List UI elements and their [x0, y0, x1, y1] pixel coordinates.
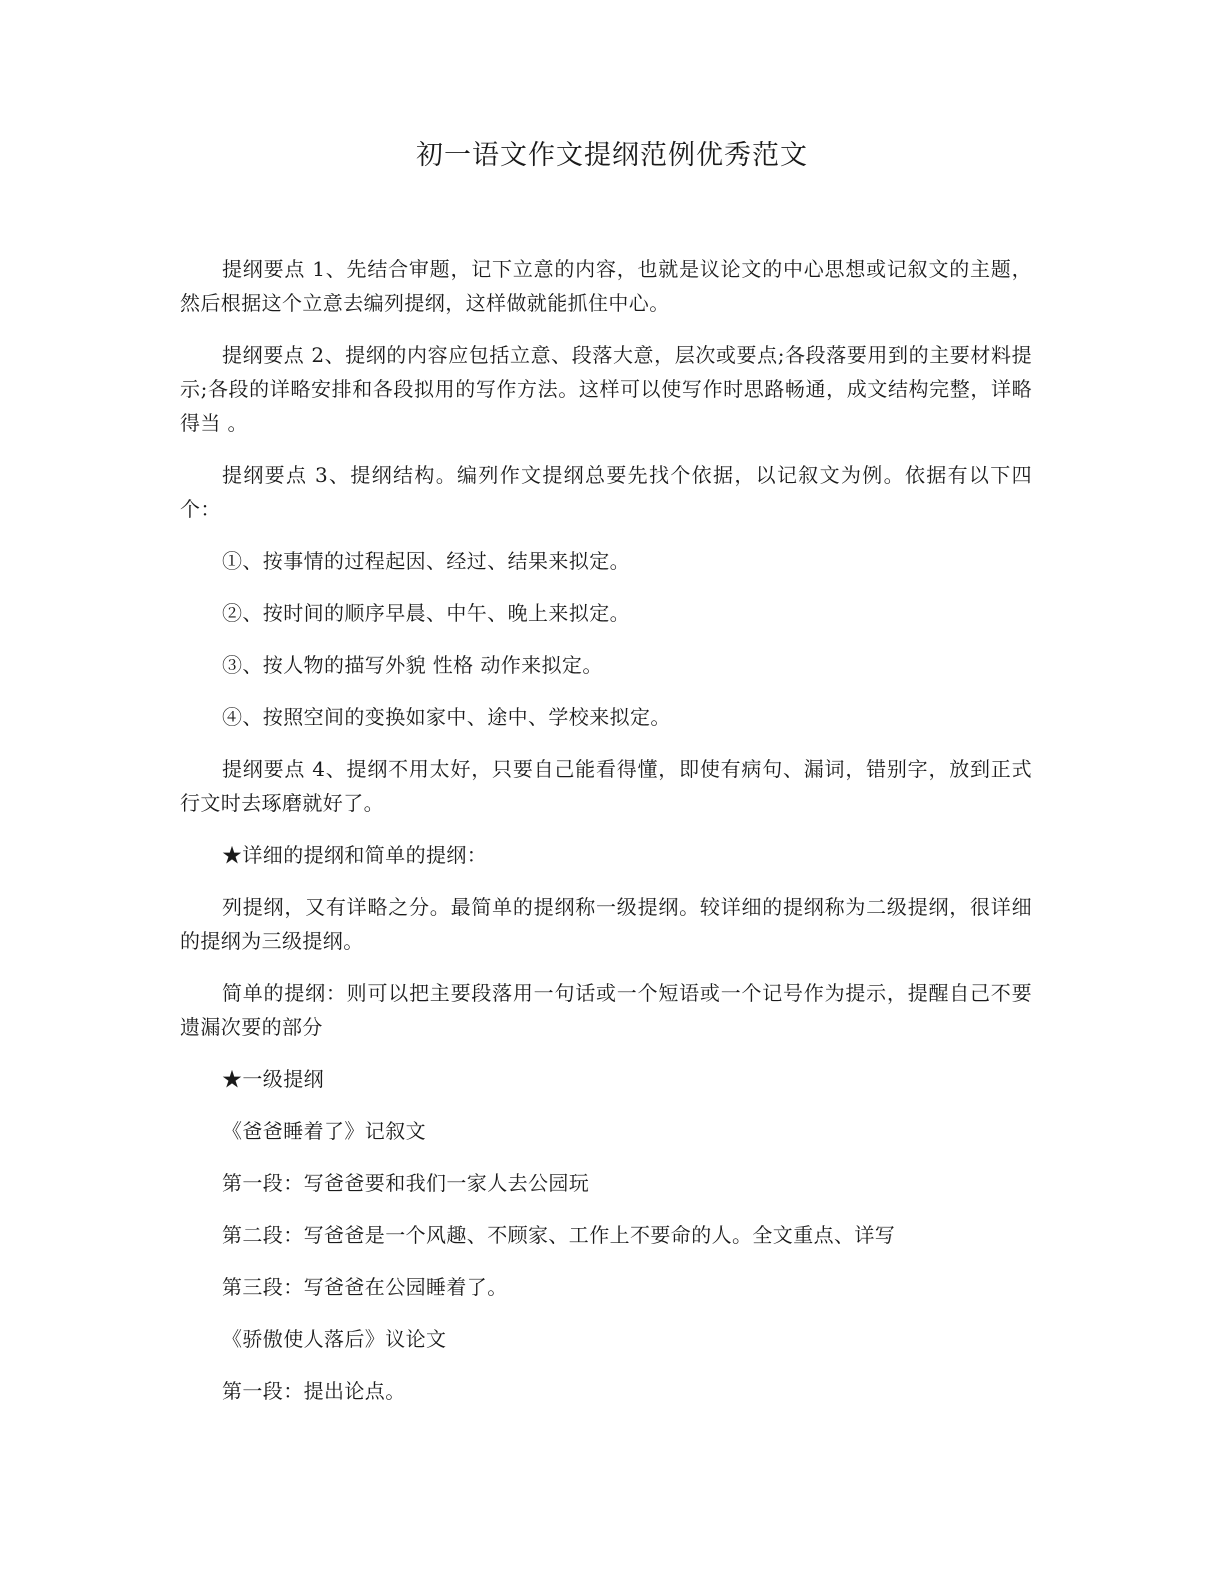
example-section-3: 第三段：写爸爸在公园睡着了。 — [222, 1275, 508, 1299]
paragraph-outline-point-1: 提纲要点 1、先结合审题，记下立意的内容，也就是议论文的中心思想或记叙文的主题，然后根据这个立意去编列提纲，这样做就能抓住中心。 — [180, 257, 1032, 315]
document-title: 初一语文作文提纲范例优秀范文 — [416, 140, 808, 171]
example-pride-section-1: 第一段：提出论点。 — [222, 1379, 406, 1403]
section-heading-detailed-simple: ★详细的提纲和简单的提纲： — [222, 843, 488, 867]
paragraph-simple-outline: 简单的提纲：则可以把主要段落用一句话或一个短语或一个记号作为提示，提醒自己不要遗漏次要的部分 — [180, 981, 1032, 1039]
paragraph-outline-point-4: 提纲要点 4、提纲不用太好，只要自己能看得懂，即使有病句、漏词，错别字，放到正式行文时去琢磨就好了。 — [180, 757, 1032, 815]
example-section-2: 第二段：写爸爸是一个风趣、不顾家、工作上不要命的人。全文重点、详写 — [222, 1223, 896, 1247]
document-body — [180, 252, 1032, 1426]
list-item-basis-3: ③、按人物的描写外貌 性格 动作来拟定。 — [222, 653, 603, 677]
list-item-basis-4: ④、按照空间的变换如家中、途中、学校来拟定。 — [222, 705, 671, 729]
paragraph-outline-levels: 列提纲，又有详略之分。最简单的提纲称一级提纲。较详细的提纲称为二级提纲，很详细的提纲为三级提纲。 — [180, 895, 1032, 953]
list-item-basis-2: ②、按时间的顺序早晨、中午、晚上来拟定。 — [222, 601, 630, 625]
example-section-1: 第一段：写爸爸要和我们一家人去公园玩 — [222, 1171, 590, 1195]
paragraph-outline-point-2: 提纲要点 2、提纲的内容应包括立意、段落大意，层次或要点;各段落要用到的主要材料提示;各段的详略安排和各段拟用的写作方法。这样可以使写作时思路畅通，成文结构完整，详略得当 。 — [180, 343, 1032, 435]
example-title-dad-asleep: 《爸爸睡着了》记叙文 — [222, 1119, 426, 1143]
section-heading-level-one: ★一级提纲 — [222, 1067, 324, 1091]
example-title-pride: 《骄傲使人落后》议论文 — [222, 1327, 447, 1351]
list-item-basis-1: ①、按事情的过程起因、经过、结果来拟定。 — [222, 549, 630, 573]
paragraph-outline-point-3: 提纲要点 3、提纲结构。编列作文提纲总要先找个依据，以记叙文为例。依据有以下四个： — [180, 463, 1032, 521]
